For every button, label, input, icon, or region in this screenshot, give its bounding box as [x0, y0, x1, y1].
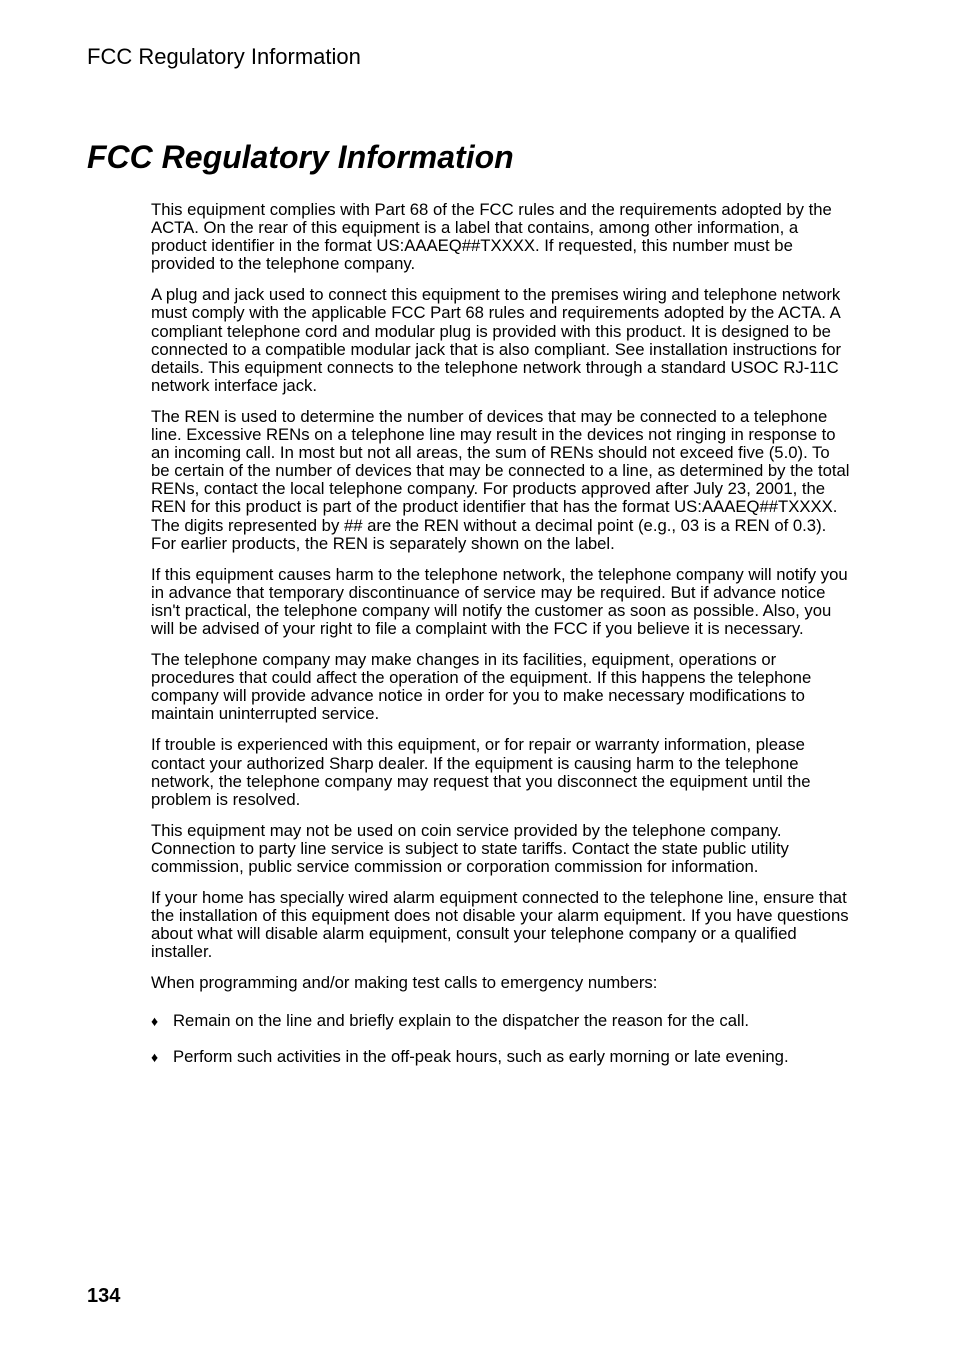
running-header: FCC Regulatory Information — [87, 44, 361, 69]
list-item — [151, 1012, 851, 1030]
list-item-text: Perform such activities in the off-peak hours, such as early morning or late evening. — [173, 1046, 789, 1066]
paragraph-emergency-intro: When programming and/or making test calls to emergency numbers: — [151, 973, 658, 993]
diamond-bullet-icon: ♦ — [151, 1012, 159, 1029]
page-number: 134 — [87, 1285, 121, 1307]
diamond-bullet-icon: ♦ — [151, 1048, 159, 1065]
list-item-text: Remain on the line and briefly explain to the dispatcher the reason for the call. — [173, 1010, 750, 1030]
paragraph-alarm-equipment: If your home has specially wired alarm equipment connected to the telephone line, ensure that the installation of this equipment does not disable your alarm equipment. If you have questions about what will disable alarm equipment, consult your telephone company or a qualified installer. — [151, 888, 849, 962]
paragraph-coin-service: This equipment may not be used on coin service provided by the telephone company. Connection to party line service is subject to state tariffs. Contact the state public utility commission, public service commission or corporation commission for information. — [151, 820, 789, 876]
page-title: FCC Regulatory Information — [87, 139, 514, 175]
paragraph-compliance: This equipment complies with Part 68 of the FCC rules and the requirements adopted by the ACTA. On the rear of this equipment is a label that contains, among other information, a product identifier in the format US:AAAEQ##TXXXX. If requested, this number must be provided to the telephone company. — [151, 200, 832, 274]
emergency-bullet-list — [151, 1012, 851, 1066]
body-text — [151, 201, 851, 1066]
paragraph-ren: The REN is used to determine the number of devices that may be connected to a telephone line. Excessive RENs on a telephone line may result in the devices not ringing in response to an incoming call. In most but not all areas, the sum of RENs should not exceed five (5.0). To be certain of the number of devices that may be connected to a line, as determined by the total RENs, contact the local telephone company. For products approved after July 23, 2001, the REN for this product is part of the product identifier that has the format US:AAAEQ##TXXXX. The digits represented by ## are the REN without a decimal point (e.g., 03 is a REN of 0.3). For earlier products, the REN is separately shown on the label. — [151, 406, 850, 553]
paragraph-trouble: If trouble is experienced with this equipment, or for repair or warranty information, please contact your authorized Sharp dealer. If the equipment is causing harm to the telephone network, the telephone company may request that you disconnect the equipment until the problem is resolved. — [151, 735, 811, 809]
paragraph-plug-and-jack: A plug and jack used to connect this equipment to the premises wiring and telephone network must comply with the applicable FCC Part 68 rules and requirements adopted by the ACTA. A compliant telephone cord and modular plug is provided with this product. It is designed to be connected to a compatible modular jack that is also compliant. See installation instructions for details. This equipment connects to the telephone network through a standard USOC RJ-11C network interface jack. — [151, 285, 842, 395]
paragraph-network-harm: If this equipment causes harm to the telephone network, the telephone company will notify you in advance that temporary discontinuance of service may be required. But if advance notice isn't practical, the telephone company will notify the customer as soon as possible. Also, you will be advised of your right to file a complaint with the FCC if you believe it is necessary. — [151, 564, 848, 638]
list-item — [151, 1048, 851, 1066]
paragraph-company-changes: The telephone company may make changes in its facilities, equipment, operations or procedures that could affect the operation of the equipment. If this happens the telephone company will provide advance notice in order for you to make necessary modifications to maintain uninterrupted service. — [151, 650, 812, 724]
